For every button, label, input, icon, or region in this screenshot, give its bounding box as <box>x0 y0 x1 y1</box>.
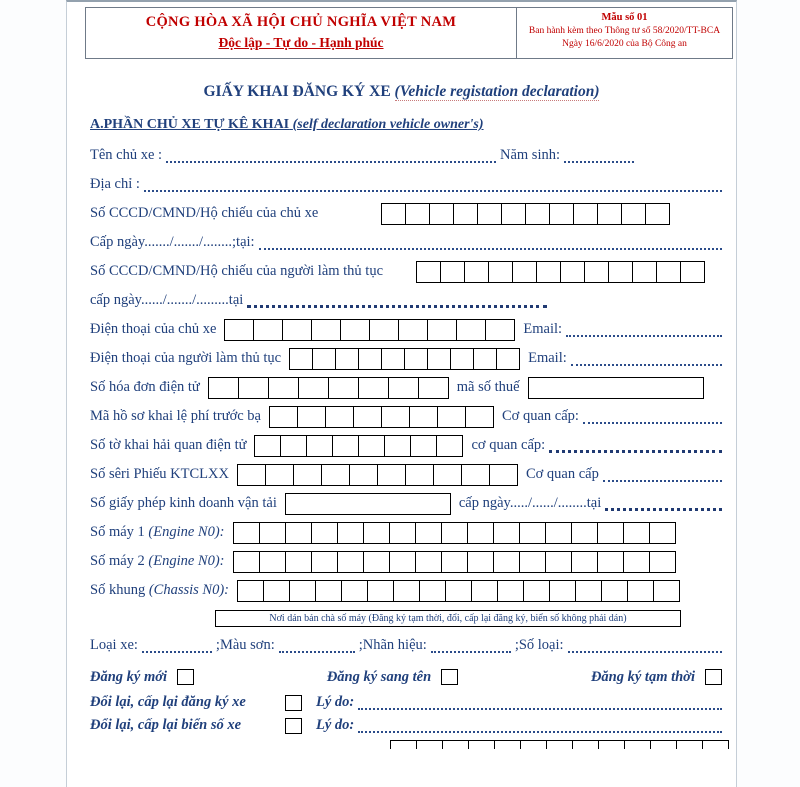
char-cell[interactable] <box>353 406 382 428</box>
char-cell[interactable] <box>445 580 472 602</box>
char-cell[interactable] <box>488 261 513 283</box>
new-registration-label: Đăng ký mới <box>90 668 168 685</box>
char-cell[interactable] <box>649 522 676 544</box>
char-cell[interactable] <box>415 551 442 573</box>
char-cell[interactable] <box>468 740 495 749</box>
char-cell[interactable] <box>259 551 286 573</box>
char-cell[interactable] <box>497 580 524 602</box>
char-cell[interactable] <box>461 464 490 486</box>
char-cell[interactable] <box>315 580 342 602</box>
owner-id-issue-label: Cấp ngày......./......./........;tại: <box>90 234 255 250</box>
char-cell[interactable] <box>404 348 428 370</box>
char-cell[interactable] <box>285 551 312 573</box>
chassis-label-en: (Chassis N0): <box>148 582 229 598</box>
char-cell[interactable] <box>280 435 307 457</box>
char-cell[interactable] <box>433 464 462 486</box>
char-cell[interactable] <box>549 203 574 225</box>
char-cell[interactable] <box>390 740 417 749</box>
document-title-en: (Vehicle registation declaration) <box>394 83 600 100</box>
char-cell[interactable] <box>358 348 382 370</box>
char-cell[interactable] <box>496 348 520 370</box>
char-cell[interactable] <box>440 261 465 283</box>
model-line[interactable] <box>568 639 722 653</box>
char-cell[interactable] <box>501 203 526 225</box>
field-owner-id-issue <box>90 228 726 257</box>
char-cell[interactable] <box>418 377 449 399</box>
char-cell[interactable] <box>237 580 264 602</box>
char-cell[interactable] <box>381 348 405 370</box>
reissue-registration-reason-line[interactable] <box>358 696 722 710</box>
form-number: Mẫu số 01 <box>601 12 648 23</box>
reissue-registration-label: Đổi lại, cấp lại đăng ký xe <box>90 694 246 710</box>
form-page <box>66 0 737 787</box>
temporary-registration-group <box>591 669 722 686</box>
char-cell[interactable] <box>519 522 546 544</box>
char-cell[interactable] <box>405 203 430 225</box>
reissue-registration-reason-label: Lý do: <box>316 694 355 710</box>
registration-type-row <box>90 663 722 691</box>
agent-email-line[interactable] <box>571 352 722 366</box>
field-vehicle-info <box>90 631 726 660</box>
form-fields <box>67 141 736 749</box>
field-address <box>90 170 726 199</box>
section-a-heading-en: (self declaration vehicle owner's) <box>292 117 484 132</box>
char-cell[interactable] <box>237 464 266 486</box>
einvoice-label: Số hóa đơn điện tử <box>90 379 200 395</box>
char-cell[interactable] <box>259 522 286 544</box>
engine2-label: Số máy 2 <box>90 553 145 569</box>
char-cell[interactable] <box>268 377 299 399</box>
char-cell[interactable] <box>340 319 370 341</box>
char-cell[interactable] <box>254 435 281 457</box>
chassis-cells <box>237 580 680 602</box>
transfer-registration-label: Đăng ký sang tên <box>326 668 432 685</box>
clipped-next-field-cells <box>390 740 736 749</box>
engine1-cells <box>233 522 676 544</box>
reissue-plate-row <box>90 714 726 737</box>
owner-phone-cells <box>224 319 515 341</box>
agent-email-label: Email: <box>528 350 567 366</box>
char-cell[interactable] <box>233 522 260 544</box>
char-cell[interactable] <box>653 580 680 602</box>
paint-color-line[interactable] <box>279 639 355 653</box>
section-a-heading-vi: A.PHẦN CHỦ XE TỰ KÊ KHAI <box>90 117 290 132</box>
char-cell[interactable] <box>656 261 681 283</box>
owner-id-label: Số CCCD/CMND/Hộ chiếu của chủ xe <box>90 205 319 221</box>
owner-name-label: Tên chủ xe : <box>90 147 163 163</box>
char-cell[interactable] <box>312 348 336 370</box>
char-cell[interactable] <box>623 522 650 544</box>
char-cell[interactable] <box>597 203 622 225</box>
char-cell[interactable] <box>358 377 389 399</box>
char-cell[interactable] <box>363 522 390 544</box>
reissue-plate-checkbox[interactable] <box>285 718 302 734</box>
char-cell[interactable] <box>289 580 316 602</box>
char-cell[interactable] <box>416 740 443 749</box>
char-cell[interactable] <box>621 203 646 225</box>
new-registration-group <box>90 669 194 686</box>
char-cell[interactable] <box>450 348 474 370</box>
vehicle-type-line[interactable] <box>142 639 212 653</box>
char-cell[interactable] <box>597 522 624 544</box>
ktclxx-cells <box>237 464 518 486</box>
char-cell[interactable] <box>349 464 378 486</box>
char-cell[interactable] <box>297 406 326 428</box>
char-cell[interactable] <box>289 348 313 370</box>
char-cell[interactable] <box>512 261 537 283</box>
char-cell[interactable] <box>441 551 468 573</box>
agent-id-issue-line[interactable] <box>247 294 547 308</box>
char-cell[interactable] <box>598 740 625 749</box>
char-cell[interactable] <box>224 319 254 341</box>
reissue-registration-checkbox[interactable] <box>285 695 302 711</box>
paint-color-label: ;Màu sơn: <box>215 637 275 653</box>
char-cell[interactable] <box>436 435 463 457</box>
transport-issue-line[interactable] <box>605 497 722 511</box>
char-cell[interactable] <box>536 261 561 283</box>
address-label: Địa chỉ : <box>90 176 140 192</box>
transfer-registration-group <box>327 669 458 686</box>
char-cell[interactable] <box>571 522 598 544</box>
document-title-vi: GIẤY KHAI ĐĂNG KÝ XE <box>203 83 391 100</box>
char-cell[interactable] <box>442 740 469 749</box>
ktclxx-authority-label: Cơ quan cấp <box>525 466 599 482</box>
char-cell[interactable] <box>410 435 437 457</box>
ktclxx-authority-line[interactable] <box>603 468 722 482</box>
char-cell[interactable] <box>545 551 572 573</box>
char-cell[interactable] <box>381 203 406 225</box>
char-cell[interactable] <box>306 435 333 457</box>
char-cell[interactable] <box>363 551 390 573</box>
national-motto: Độc lập - Tự do - Hạnh phúc <box>218 35 384 50</box>
clipped-cells <box>390 740 736 749</box>
char-cell[interactable] <box>389 522 416 544</box>
char-cell[interactable] <box>624 740 651 749</box>
reissue-plate-label: Đổi lại, cấp lại biển số xe <box>90 717 242 733</box>
model-label: ;Số loại: <box>514 637 564 653</box>
tax-code-label: mã số thuế <box>456 379 520 395</box>
char-cell[interactable] <box>627 580 654 602</box>
char-cell[interactable] <box>493 551 520 573</box>
agent-id-cells <box>416 261 705 283</box>
char-cell[interactable] <box>298 377 329 399</box>
fee-dossier-cells <box>269 406 494 428</box>
char-cell[interactable] <box>477 203 502 225</box>
char-cell[interactable] <box>467 522 494 544</box>
new-registration-checkbox[interactable] <box>177 669 194 685</box>
char-cell[interactable] <box>471 580 498 602</box>
char-cell[interactable] <box>285 522 312 544</box>
reissue-plate-reason-line[interactable] <box>358 719 722 733</box>
char-cell[interactable] <box>337 522 364 544</box>
engine1-label-en: (Engine N0): <box>148 524 225 540</box>
char-cell[interactable] <box>381 406 410 428</box>
char-cell[interactable] <box>253 319 283 341</box>
reissue-registration-row <box>90 691 726 714</box>
national-title: CỘNG HÒA XÃ HỘI CHỦ NGHĨA VIỆT NAM <box>145 14 457 30</box>
char-cell[interactable] <box>525 203 550 225</box>
field-agent-id-issue <box>90 286 726 315</box>
owner-phone-label: Điện thoại của chủ xe <box>90 321 217 337</box>
char-cell[interactable] <box>419 580 446 602</box>
char-cell[interactable] <box>680 261 705 283</box>
owner-email-label: Email: <box>523 321 563 337</box>
engine-number-sticker-note: Nơi dán bản chà số máy (Đăng ký tạm thời, đổi, cấp lại đăng ký, biển số không phải dán) <box>215 610 681 627</box>
char-cell[interactable] <box>293 464 322 486</box>
char-cell[interactable] <box>441 522 468 544</box>
char-cell[interactable] <box>489 464 518 486</box>
transfer-registration-checkbox[interactable] <box>441 669 458 685</box>
char-cell[interactable] <box>427 319 457 341</box>
char-cell[interactable] <box>464 261 489 283</box>
engine2-label-en: (Engine N0): <box>148 553 225 569</box>
transport-license-box[interactable] <box>285 493 451 515</box>
char-cell[interactable] <box>265 464 294 486</box>
char-cell[interactable] <box>332 435 359 457</box>
char-cell[interactable] <box>549 580 576 602</box>
char-cell[interactable] <box>632 261 657 283</box>
field-customs <box>90 431 726 460</box>
ktclxx-label: Số sêri Phiếu KTCLXX <box>90 466 229 482</box>
engine1-label: Số máy 1 <box>90 524 145 540</box>
char-cell[interactable] <box>328 377 359 399</box>
agent-phone-cells <box>289 348 520 370</box>
birth-year-label: Năm sinh: <box>499 147 560 163</box>
char-cell[interactable] <box>398 319 428 341</box>
fee-authority-label: Cơ quan cấp: <box>501 408 579 424</box>
char-cell[interactable] <box>623 551 650 573</box>
field-chassis-no <box>90 576 726 605</box>
char-cell[interactable] <box>597 551 624 573</box>
field-engine-no-2 <box>90 547 726 576</box>
customs-authority-line[interactable] <box>549 439 722 453</box>
owner-name-line[interactable] <box>166 149 496 163</box>
form-number-box <box>516 8 732 58</box>
field-agent-phone <box>90 344 726 373</box>
row-end-spacer <box>555 294 722 308</box>
char-cell[interactable] <box>311 319 341 341</box>
transport-issue-label: cấp ngày...../....../........tại <box>458 495 602 511</box>
address-line[interactable] <box>144 178 722 192</box>
char-cell[interactable] <box>456 319 486 341</box>
char-cell[interactable] <box>494 740 521 749</box>
agent-id-issue-label: cấp ngày....../......./.........tại <box>90 292 244 308</box>
char-cell[interactable] <box>208 377 239 399</box>
char-cell[interactable] <box>409 406 438 428</box>
chassis-label: Số khung <box>90 582 146 598</box>
char-cell[interactable] <box>650 740 677 749</box>
char-cell[interactable] <box>311 522 338 544</box>
char-cell[interactable] <box>545 522 572 544</box>
field-agent-id <box>90 257 726 286</box>
char-cell[interactable] <box>519 551 546 573</box>
tax-code-box[interactable] <box>528 377 704 399</box>
char-cell[interactable] <box>429 203 454 225</box>
char-cell[interactable] <box>427 348 451 370</box>
field-engine-no-1 <box>90 518 726 547</box>
brand-line[interactable] <box>431 639 511 653</box>
field-transport-license <box>90 489 726 518</box>
customs-label: Số tờ khai hải quan điện tử <box>90 437 247 453</box>
agent-id-label: Số CCCD/CMND/Hộ chiếu của người làm thủ tục <box>90 263 384 279</box>
vehicle-type-label: Loại xe: <box>90 637 138 653</box>
char-cell[interactable] <box>377 464 406 486</box>
char-cell[interactable] <box>453 203 478 225</box>
char-cell[interactable] <box>393 580 420 602</box>
char-cell[interactable] <box>608 261 633 283</box>
char-cell[interactable] <box>571 551 598 573</box>
char-cell[interactable] <box>415 522 442 544</box>
char-cell[interactable] <box>702 740 729 749</box>
char-cell[interactable] <box>416 261 441 283</box>
birth-year-line[interactable] <box>564 149 634 163</box>
char-cell[interactable] <box>465 406 494 428</box>
char-cell[interactable] <box>649 551 676 573</box>
char-cell[interactable] <box>523 580 550 602</box>
char-cell[interactable] <box>601 580 628 602</box>
owner-email-line[interactable] <box>566 323 722 337</box>
char-cell[interactable] <box>369 319 399 341</box>
char-cell[interactable] <box>384 435 411 457</box>
form-header <box>85 7 733 59</box>
temporary-registration-label: Đăng ký tạm thời <box>590 668 695 685</box>
temporary-registration-checkbox[interactable] <box>705 669 722 685</box>
char-cell[interactable] <box>358 435 385 457</box>
char-cell[interactable] <box>573 203 598 225</box>
char-cell[interactable] <box>584 261 609 283</box>
char-cell[interactable] <box>560 261 585 283</box>
char-cell[interactable] <box>233 551 260 573</box>
char-cell[interactable] <box>388 377 419 399</box>
field-ktclxx <box>90 460 726 489</box>
char-cell[interactable] <box>645 203 670 225</box>
char-cell[interactable] <box>546 740 573 749</box>
char-cell[interactable] <box>437 406 466 428</box>
einvoice-cells <box>208 377 449 399</box>
char-cell[interactable] <box>676 740 703 749</box>
char-cell[interactable] <box>572 740 599 749</box>
char-cell[interactable] <box>238 377 269 399</box>
char-cell[interactable] <box>325 406 354 428</box>
char-cell[interactable] <box>473 348 497 370</box>
char-cell[interactable] <box>485 319 515 341</box>
form-issue-line1: Ban hành kèm theo Thông tư số 58/2020/TT-BCA <box>528 26 721 37</box>
fee-authority-line[interactable] <box>583 410 722 424</box>
header-national-block <box>86 8 516 58</box>
char-cell[interactable] <box>493 522 520 544</box>
agent-phone-label: Điện thoại của người làm thủ tục <box>90 350 282 366</box>
field-owner-name <box>90 141 726 170</box>
char-cell[interactable] <box>575 580 602 602</box>
engine2-cells <box>233 551 676 573</box>
char-cell[interactable] <box>335 348 359 370</box>
char-cell[interactable] <box>337 551 364 573</box>
char-cell[interactable] <box>321 464 350 486</box>
customs-cells <box>254 435 463 457</box>
field-einvoice <box>90 373 726 402</box>
form-issue-line2: Ngày 16/6/2020 của Bộ Công an <box>562 38 687 49</box>
owner-id-cells <box>381 203 670 225</box>
char-cell[interactable] <box>269 406 298 428</box>
char-cell[interactable] <box>367 580 394 602</box>
owner-id-issue-line[interactable] <box>259 236 722 250</box>
brand-label: ;Nhãn hiệu: <box>358 637 427 653</box>
fee-dossier-label: Mã hồ sơ khai lệ phí trước bạ <box>90 408 261 424</box>
char-cell[interactable] <box>405 464 434 486</box>
field-owner-id <box>90 199 726 228</box>
char-cell[interactable] <box>282 319 312 341</box>
field-registration-fee <box>90 402 726 431</box>
char-cell[interactable] <box>263 580 290 602</box>
transport-license-label: Số giấy phép kinh doanh vận tải <box>90 495 277 511</box>
char-cell[interactable] <box>467 551 494 573</box>
field-owner-phone <box>90 315 726 344</box>
char-cell[interactable] <box>311 551 338 573</box>
section-a-heading <box>90 117 736 133</box>
reissue-plate-reason-label: Lý do: <box>316 717 355 733</box>
customs-authority-label: cơ quan cấp: <box>471 437 546 453</box>
char-cell[interactable] <box>520 740 547 749</box>
document-title <box>67 83 736 101</box>
char-cell[interactable] <box>389 551 416 573</box>
char-cell[interactable] <box>341 580 368 602</box>
